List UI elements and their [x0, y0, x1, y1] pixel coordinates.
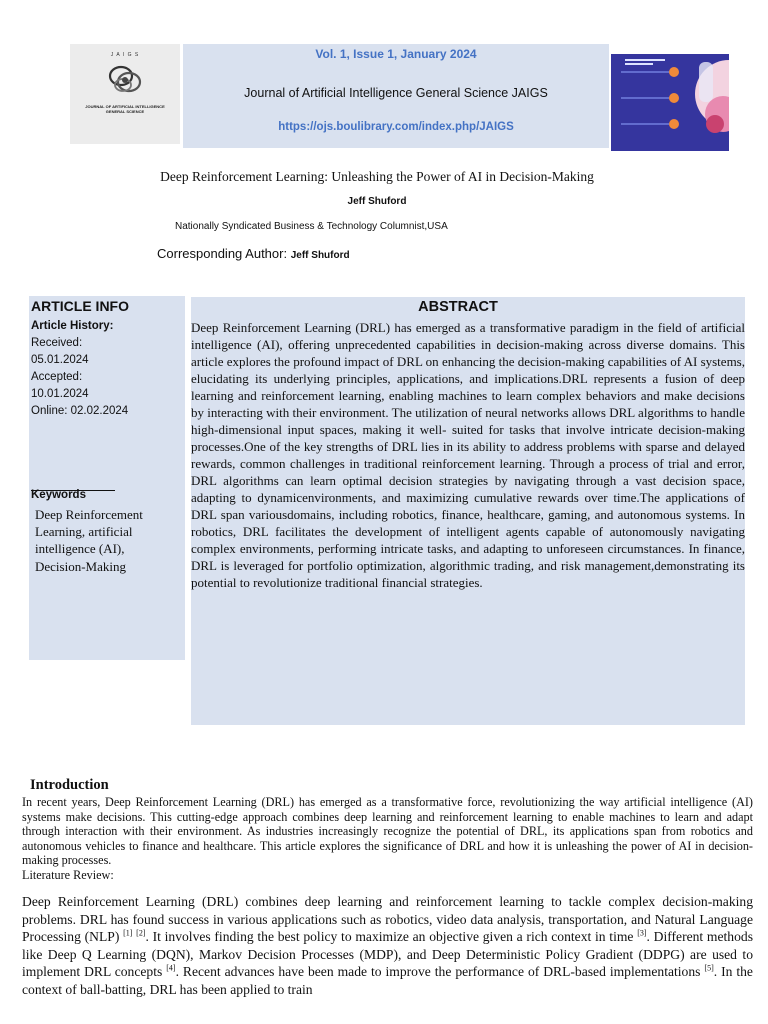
- history-received-label: Received:: [31, 337, 83, 349]
- journal-name: Journal of Artificial Intelligence General Science JAIGS: [244, 86, 548, 100]
- journal-header-band: [183, 44, 609, 148]
- introduction-body: [22, 795, 753, 882]
- logo-swirl-icon: [103, 60, 147, 100]
- history-accepted-label: Accepted:: [31, 371, 83, 383]
- introduction-paragraph: In recent years, Deep Reinforcement Learning (DRL) has emerged as a transformative force, revolutionizing the way artificial intelligence (AI) systems make decisions. This cutting-edge approach combines deep learning and reinforcement learning to enable machines to learn and adapt through interaction with their environment. As industries increasingly recognize the potential of DRL, its applications span from robotics and autonomous vehicles to finance and healthcare. This article explores the significance of DRL and how it is unleashing the power of AI in decision-making processes.: [22, 795, 753, 867]
- volume-issue: Vol. 1, Issue 1, January 2024: [315, 47, 477, 61]
- author-affiliation: Nationally Syndicated Business & Technology Columnist,USA: [175, 221, 448, 232]
- citation-4[interactable]: [4]: [166, 963, 176, 973]
- author-name: Jeff Shuford: [347, 196, 407, 207]
- logo-top-text: J A I G S: [110, 52, 140, 58]
- journal-logo: [70, 44, 180, 144]
- journal-url-link[interactable]: https://ojs.boulibrary.com/index.php/JAIGS: [278, 121, 514, 133]
- introduction-heading: Introduction: [30, 777, 109, 793]
- history-accepted-date: 10.01.2024: [31, 388, 89, 400]
- lit-text-part-4: . Recent advances have been made to improve the performance of DRL-based implementations: [175, 964, 701, 980]
- abstract-heading: ABSTRACT: [418, 299, 498, 315]
- corresponding-author: [157, 246, 350, 261]
- abstract-panel: [191, 297, 745, 725]
- literature-review-label: Literature Review:: [22, 867, 114, 882]
- citation-2[interactable]: [2]: [136, 928, 146, 938]
- history-online-date: Online: 02.02.2024: [31, 405, 129, 417]
- journal-cover-image: [611, 54, 729, 151]
- abstract-text: Deep Reinforcement Learning (DRL) has emerged as a transformative paradigm in the field of artificial intelligence (AI), offering unprecedented capabilities in decision-making across diverse domains. This article explores the profound impact of DRL on enhancing the decision-making capabilities of AI systems, elucidating its underlying principles, applications, and implications.DRL represents a fusion of deep learning and reinforcement learning, enabling machines to learn complex behaviors and make decisions by interacting with their environment. The utilization of neural networks allows DRL algorithms to handle high-dimensional input spaces, making it well- suited for tasks that involve intricate decision-making processes.One of the key strengths of DRL lies in its ability to address problems with sparse and delayed rewards, common challenges in traditional reinforcement learning. Through a process of trial and error, DRL algorithms can learn optimal decision strategies by navigating through a vast decision space, adapting to dynamicenvironments, and maximizing cumulative rewards over time.The applications of DRL span variousdomains, including robotics, finance, healthcare, gaming, and autonomous systems. In robotics, DRL facilitates the development of intelligent agents capable of autonomously navigating complex environments, performing intricate tasks, and adapting to unforeseen circumstances. In finance, DRL is leveraged for portfolio optimization, algorithmic trading, and risk management,demonstrating its potential to revolutionize traditional financial strategies.: [191, 320, 745, 590]
- history-received-date: 05.01.2024: [31, 354, 89, 366]
- citation-5[interactable]: [5]: [704, 963, 714, 973]
- lit-text-part-2: . It involves finding the best policy to maximize an objective given a rich context in time: [145, 929, 634, 945]
- article-info-panel: [29, 296, 185, 660]
- article-info-heading: ARTICLE INFO: [31, 298, 129, 314]
- keywords-list: Deep Reinforcement Learning, artificial intelligence (AI), Decision-Making: [35, 507, 143, 574]
- corresponding-label: Corresponding Author:: [157, 246, 288, 261]
- citation-3[interactable]: [3]: [637, 928, 647, 938]
- lit-text-part-3: . Different methods like Deep Q Learning (DQN), Markov Decision Processes (MDP), and Deep Deterministic Policy Gradient (DDPG) are used to implement DRL concepts: [22, 929, 753, 980]
- keywords-heading: Keywords: [31, 489, 86, 501]
- corresponding-name: Jeff Shuford: [290, 250, 350, 261]
- lit-text-part-5: . In the context of ball-batting, DRL has been applied to train: [22, 964, 753, 997]
- lit-text-part-1: Deep Reinforcement Learning (DRL) combines deep learning and reinforcement learning to tackle complex decision-making problems. DRL has found success in various applications such as robotics, video data analysis, transportation, and Natural Language Processing (NLP): [22, 894, 753, 945]
- literature-review-body: [22, 893, 753, 999]
- logo-subtitle: JOURNAL OF ARTIFICIAL INTELLIGENCE GENERAL SCIENCE: [85, 104, 165, 114]
- paper-title: Deep Reinforcement Learning: Unleashing the Power of AI in Decision-Making: [160, 169, 594, 184]
- article-history-heading: Article History:: [31, 320, 114, 332]
- citation-1[interactable]: [1]: [123, 928, 133, 938]
